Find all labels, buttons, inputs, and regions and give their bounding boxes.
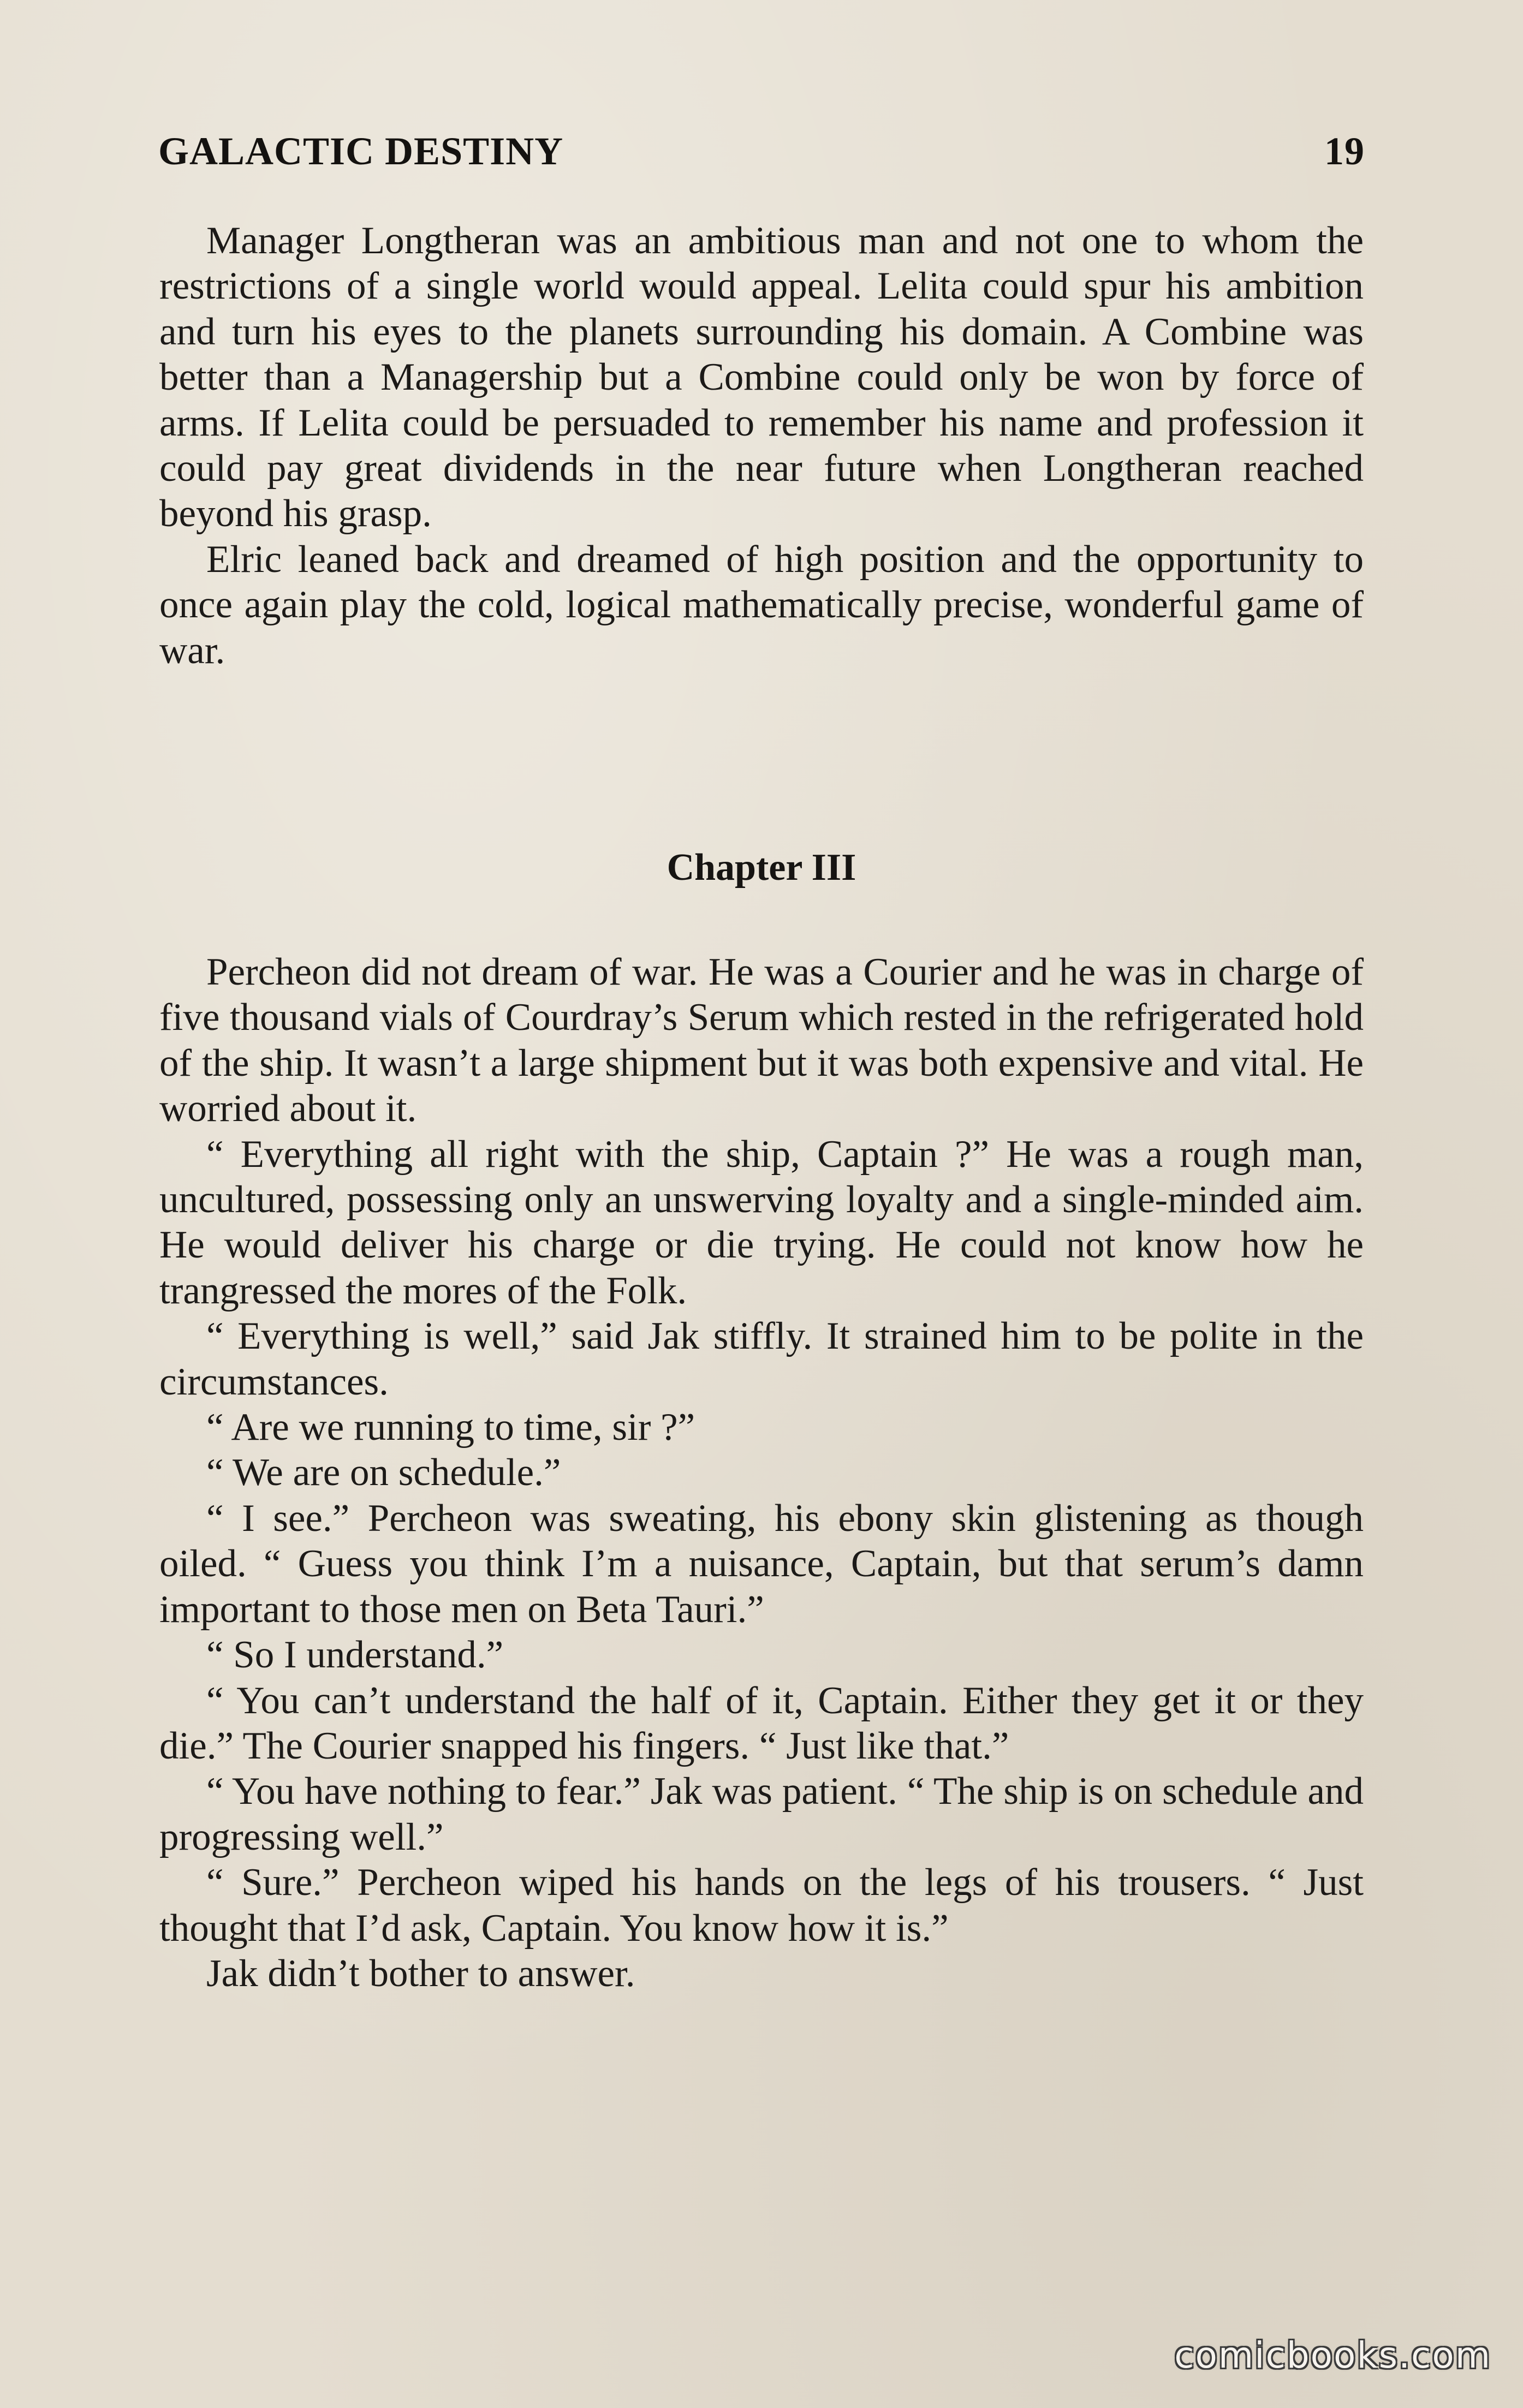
paragraph: “ I see.” Percheon was sweating, his ebony skin glistening as though oiled. “ Guess you think I’m a nuisance, Captain, but that serum’s damn important to those men on Beta Tauri.” — [159, 1497, 1364, 1631]
paragraph: “ So I understand.” — [206, 1634, 504, 1677]
paragraph: “ We are on schedule.” — [206, 1451, 561, 1494]
section-before-chapter — [159, 218, 1364, 673]
paragraph: “ Sure.” Percheon wiped his hands on the legs of his trousers. “ Just thought that I’d ask, Captain. You know how it is.” — [159, 1861, 1364, 1950]
paragraph: Elric leaned back and dreamed of high position and the opportunity to once again play the cold, logical mathematically precise, wonderful game of war. — [159, 538, 1364, 672]
paragraph: “ You can’t understand the half of it, Captain. Either they get it or they die.” The Courier snapped his fingers. “ Just like that.” — [159, 1679, 1364, 1767]
chapter-body — [159, 950, 1364, 1996]
paragraph: “ You have nothing to fear.” Jak was patient. “ The ship is on schedule and progressing well.” — [159, 1770, 1364, 1858]
watermark: comicbooks.com — [1174, 2334, 1491, 2376]
running-head — [158, 121, 1365, 181]
chapter-heading: Chapter III — [667, 847, 856, 889]
paragraph: “ Everything all right with the ship, Captain ?” He was a rough man, uncultured, possessing only an unswerving loyalty and a single-minded aim. He would deliver his charge or die trying. He could not know how he trangressed the mores of the Folk. — [159, 1133, 1364, 1312]
page-number: 19 — [1324, 129, 1365, 173]
paragraph: “ Are we running to time, sir ?” — [206, 1406, 695, 1449]
paragraph: “ Everything is well,” said Jak stiffly. It strained him to be polite in the circumstances. — [159, 1315, 1364, 1403]
paragraph: Jak didn’t bother to answer. — [206, 1952, 635, 1995]
paragraph: Percheon did not dream of war. He was a Courier and he was in charge of five thousand vials of Courdray’s Serum which rested in the refrigerated hold of the ship. It wasn’t a large shipment but it was both expensive and vital. He worried about it. — [159, 951, 1364, 1130]
running-title: GALACTIC DESTINY — [158, 129, 564, 173]
paragraph: Manager Longtheran was an ambitious man and not one to whom the restrictions of a single world would appeal. Lelita could spur his ambition and turn his eyes to the planets surrounding his domain. A Combine was better than a Managership but a Combine could only be won by force of arms. If Lelita could be persuaded to remember his name and profession it could pay great dividends in the near future when Longtheran reached beyond his grasp. — [159, 219, 1364, 535]
